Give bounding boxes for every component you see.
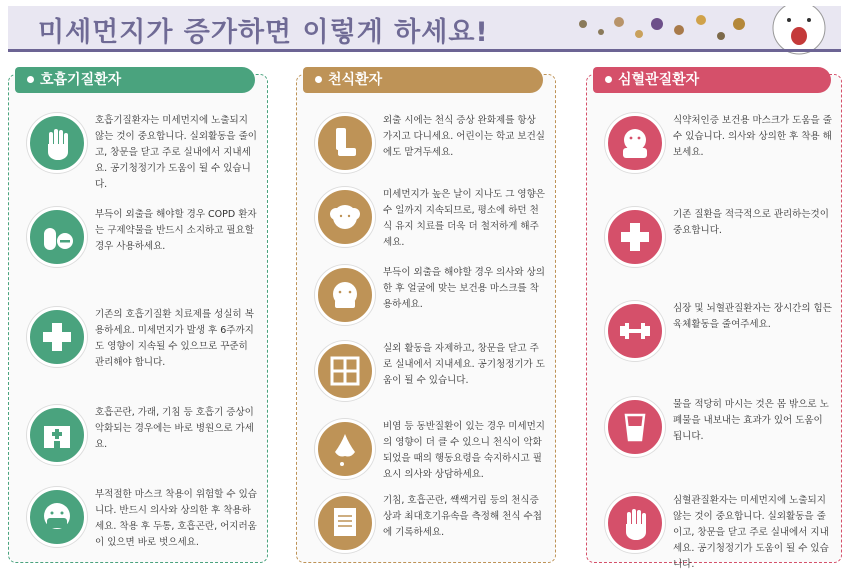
item-text: 실외 활동을 자제하고, 창문을 닫고 주로 실내에서 지내세요. 공기청정기가 도움이 될 수 있습니다. xyxy=(383,343,545,386)
title-underline xyxy=(8,49,841,52)
dumbbell-icon xyxy=(605,301,665,361)
item-text: 식약처인증 보건용 마스크가 도움을 줄 수 있습니다. 의사와 상의한 후 착용 해보세요. xyxy=(673,115,832,158)
item-text: 부적절한 마스크 착용이 위험할 수 있습니다. 반드시 의사와 상의한 후 착용하세요. 착용 후 두통, 호흡곤란, 어지러움이 있으면 바로 벗으세요. xyxy=(95,489,257,548)
item-text: 기침, 호흡곤란, 쌕쌕거림 등의 천식증상과 최대호기유속을 측정해 천식 수첩에 기록하세요. xyxy=(383,495,542,538)
hand-stop-icon xyxy=(27,113,87,173)
list-item xyxy=(297,493,555,553)
list-item xyxy=(297,419,555,479)
column-cardiovascular xyxy=(586,72,842,570)
list-item xyxy=(587,113,841,173)
item-text: 비염 등 동반질환이 있는 경우 미세먼지의 영향이 더 클 수 있으니 천식이 악화되었을 때의 행동요령을 숙지하시고 필요시 의사와 상담하세요. xyxy=(383,421,545,480)
page-title: 미세먼지가 증가하면 이렇게 하세요! xyxy=(38,17,489,48)
hand-stop-icon xyxy=(605,493,665,553)
item-text: 부득이 외출을 해야할 경우 COPD 환자는 구제약물을 반드시 소지하고 필요할 경우 사용하세요. xyxy=(95,209,257,252)
list-item xyxy=(587,493,841,570)
mask-face-icon xyxy=(27,487,87,547)
water-glass-icon xyxy=(605,397,665,457)
item-text: 기존의 호흡기질환 치료제를 성실히 복용하세요. 미세먼지가 발생 후 6주까지도 영향이 지속될 수 있으므로 꾸준히 관리해야 합니다. xyxy=(95,309,254,368)
column-title: 심혈관질환자 xyxy=(618,72,700,88)
item-text: 미세먼지가 높은 날이 지나도 그 영향은 수 일까지 지속되므로, 평소에 하던 천식 유지 치료를 더욱 더 철저하게 해주세요. xyxy=(383,189,545,248)
inhaler-icon xyxy=(315,113,375,173)
column-header-respiratory xyxy=(15,67,255,93)
list-item xyxy=(297,341,555,401)
capsule-icon xyxy=(27,207,87,267)
nose-icon xyxy=(315,419,375,479)
notebook-icon xyxy=(315,493,375,553)
list-item xyxy=(9,307,267,367)
item-text: 호흡기질환자는 미세먼지에 노출되지 않는 것이 중요합니다. 실외활동을 줄이고, 창문을 닫고 주로 실내에서 지내세요. 공기청정기가 도움이 될 수 있습니다. xyxy=(95,115,257,190)
item-text: 외출 시에는 천식 증상 완화제를 항상 가지고 다니세요. 어린이는 학교 보건실에도 맡겨두세요. xyxy=(383,115,545,158)
window-icon xyxy=(315,341,375,401)
medical-cross-icon xyxy=(605,207,665,267)
list-item xyxy=(587,301,841,361)
column-header-cardiovascular xyxy=(593,67,831,93)
dust-cloud-icon xyxy=(315,187,375,247)
list-item xyxy=(297,265,555,325)
column-title: 호흡기질환자 xyxy=(40,72,122,88)
medical-cross-icon xyxy=(27,307,87,367)
item-text: 기존 질환을 적극적으로 관리하는것이 중요합니다. xyxy=(673,209,829,236)
item-text: 호흡곤란, 가래, 기침 등 호흡기 증상이 악화되는 경우에는 바로 병원으로 가세요. xyxy=(95,407,254,450)
column-asthma xyxy=(296,74,556,563)
list-item xyxy=(9,113,267,190)
list-item xyxy=(9,487,267,547)
list-item xyxy=(587,397,841,457)
item-text: 심장 및 뇌혈관질환자는 장시간의 힘든 육체활동을 줄여주세요. xyxy=(673,303,832,330)
face-icon xyxy=(315,265,375,325)
list-item xyxy=(297,113,555,173)
item-text: 심혈관질환자는 미세먼지에 노출되지 않는 것이 중요합니다. 실외활동을 줄이고, 창문을 닫고 주로 실내에서 지내세요. 공기청정기가 도움이 될 수 있습니다. xyxy=(673,495,829,570)
column-title: 천식환자 xyxy=(328,72,383,88)
column-header-asthma xyxy=(303,67,543,93)
hospital-icon xyxy=(27,405,87,465)
list-item xyxy=(587,207,841,267)
list-item xyxy=(297,187,555,247)
title-banner xyxy=(8,6,841,52)
item-text: 부득이 외출을 해야할 경우 의사와 상의한 후 얼굴에 맞는 보건용 마스크를 착용하세요. xyxy=(383,267,545,310)
list-item xyxy=(9,405,267,465)
item-text: 물을 적당히 마시는 것은 몸 밖으로 노폐물을 내보내는 효과가 있어 도움이 됩니다. xyxy=(673,399,829,442)
mask-face-icon xyxy=(605,113,665,173)
list-item xyxy=(9,207,267,267)
column-respiratory xyxy=(8,74,268,563)
